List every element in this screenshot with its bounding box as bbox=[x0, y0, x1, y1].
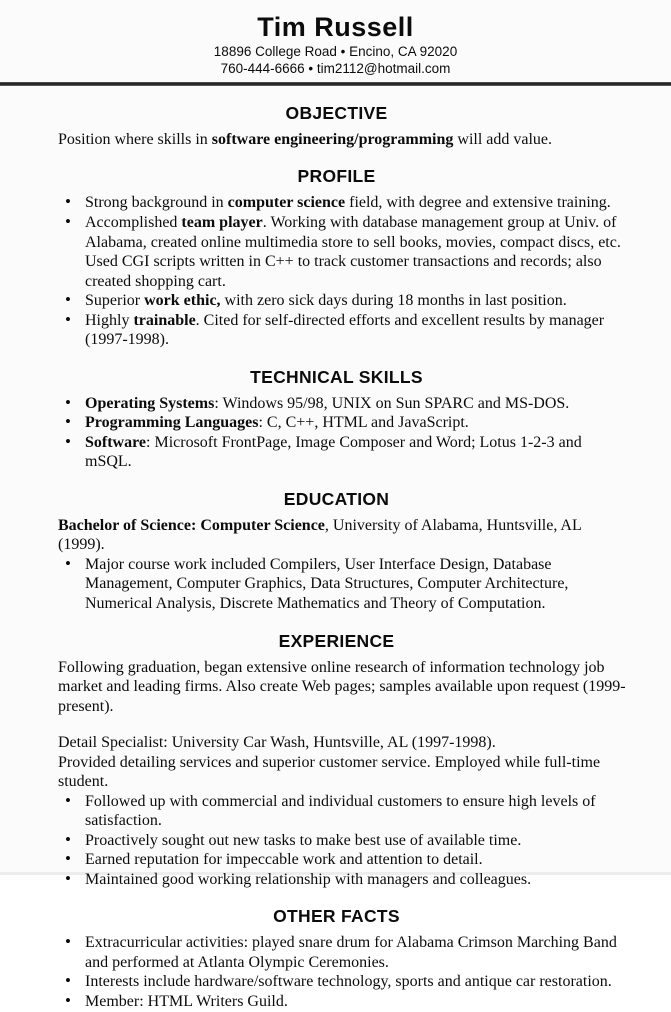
section-experience bbox=[58, 631, 627, 890]
text-run: : C, C++, HTML and JavaScript. bbox=[258, 414, 469, 432]
text-run: Major course work included Compilers, User Interface Design, Database Management, Computer Graphics, Data Structures, Computer Architecture, Numerical Analysis, Discrete Mathematics and Theory of Computation. bbox=[85, 555, 569, 612]
text-run: : Microsoft FrontPage, Image Composer and Word; Lotus 1-2-3 and mSQL. bbox=[85, 433, 582, 471]
bullet-item bbox=[58, 870, 627, 890]
text-run: : Windows 95/98, UNIX on Sun SPARC and MS-DOS. bbox=[214, 394, 570, 412]
bullet-item bbox=[58, 394, 627, 414]
text-run: Extracurricular activities: played snare drum for Alabama Crimson Marching Band and performed at Atlanta Olympic Ceremonies. bbox=[85, 934, 617, 971]
section-objective bbox=[58, 103, 627, 150]
bold-text: trainable bbox=[133, 311, 196, 329]
text-run: Superior bbox=[85, 292, 145, 310]
text-run: . Working with database management group at Univ. of Alabama, created online multimedia store to sell books, movies, compact discs, etc. Used CGI scripts written in C++ to track customer transactions and records; also created shopping cart. bbox=[85, 214, 621, 290]
text-run: . Cited for self-directed efforts and excellent results by manager (1997-1998). bbox=[85, 311, 605, 349]
resume-body bbox=[0, 103, 671, 1012]
text-run: Highly bbox=[85, 311, 134, 329]
section-other-facts bbox=[58, 906, 627, 1011]
blank-line bbox=[58, 716, 627, 733]
bullet-item bbox=[58, 291, 627, 311]
paragraph bbox=[58, 733, 627, 753]
section-title-profile: PROFILE bbox=[297, 166, 376, 187]
bullet-item bbox=[58, 433, 627, 472]
section-title-education: EDUCATION bbox=[283, 488, 390, 509]
section-title-other-facts: OTHER FACTS bbox=[273, 906, 400, 927]
paragraph bbox=[58, 753, 627, 792]
header-divider bbox=[0, 82, 671, 86]
bullet-item bbox=[58, 850, 627, 870]
section-education bbox=[58, 489, 627, 614]
bullet-list bbox=[58, 555, 627, 614]
text-run: will add value. bbox=[453, 130, 553, 148]
bullet-list bbox=[58, 394, 627, 472]
bold-text: Operating Systems bbox=[85, 394, 215, 412]
text-run: , University of Alabama, Huntsville, AL (1999). bbox=[58, 516, 582, 554]
text-run: Provided detailing services and superior customer service. Employed while full-time student. bbox=[58, 753, 601, 791]
section-title-objective: OBJECTIVE bbox=[285, 102, 388, 123]
section-title-experience: EXPERIENCE bbox=[278, 630, 395, 651]
section-title-technical-skills: TECHNICAL SKILLS bbox=[250, 366, 423, 387]
bullet-item bbox=[58, 933, 627, 972]
address-line: 18896 College Road • Encino, CA 92020 bbox=[213, 44, 458, 60]
bullet-list bbox=[58, 193, 627, 349]
bullet-list bbox=[58, 792, 627, 890]
person-name: Tim Russell bbox=[257, 12, 414, 42]
text-run: Detail Specialist: University Car Wash, Huntsville, AL (1997-1998). bbox=[58, 734, 496, 752]
paragraph bbox=[58, 516, 627, 555]
text-run: Maintained good working relationship with managers and colleagues. bbox=[85, 870, 532, 888]
text-run: with zero sick days during 18 months in last position. bbox=[220, 292, 567, 310]
bullet-item bbox=[58, 555, 627, 614]
text-run: Earned reputation for impeccable work and attention to detail. bbox=[85, 851, 483, 869]
paragraph bbox=[58, 658, 627, 717]
bullet-item bbox=[58, 193, 627, 213]
bullet-item bbox=[58, 972, 627, 992]
bullet-item bbox=[58, 792, 627, 831]
bold-text: Software bbox=[85, 433, 147, 451]
bold-text: computer science bbox=[227, 194, 346, 212]
text-run: Strong background in bbox=[85, 194, 228, 212]
text-run: Interests include hardware/software technology, sports and antique car restoration. bbox=[85, 973, 612, 991]
bold-text: team player bbox=[181, 214, 263, 231]
bullet-item bbox=[58, 413, 627, 433]
paragraph bbox=[58, 130, 627, 150]
text-run: Following graduation, began extensive online research of information technology job market and leading firms. Also create Web pages; samples available upon request (1999-present). bbox=[58, 658, 626, 715]
text-run: Position where skills in bbox=[58, 130, 212, 148]
section-technical-skills bbox=[58, 367, 627, 472]
bold-text: work ethic, bbox=[144, 292, 221, 310]
section-profile bbox=[58, 166, 627, 349]
text-run: Followed up with commercial and individual customers to ensure high levels of satisfaction. bbox=[85, 792, 596, 830]
bullet-list bbox=[58, 933, 627, 1011]
bullet-item bbox=[58, 992, 627, 1012]
bold-text: Bachelor of Science: Computer Science bbox=[58, 516, 325, 534]
text-run: field, with degree and extensive training. bbox=[345, 194, 611, 212]
resume-header bbox=[0, 0, 671, 77]
bullet-item bbox=[58, 311, 627, 350]
text-run: Accomplished bbox=[85, 214, 182, 231]
bold-text: Programming Languages bbox=[85, 414, 259, 432]
bold-text: software engineering/programming bbox=[211, 130, 454, 148]
bullet-item bbox=[58, 213, 627, 291]
text-run: Proactively sought out new tasks to make best use of available time. bbox=[85, 831, 522, 849]
bullet-item bbox=[58, 831, 627, 851]
contact-line: 760-444-6666 • tim2112@hotmail.com bbox=[220, 60, 451, 76]
text-run: Member: HTML Writers Guild. bbox=[85, 992, 288, 1010]
